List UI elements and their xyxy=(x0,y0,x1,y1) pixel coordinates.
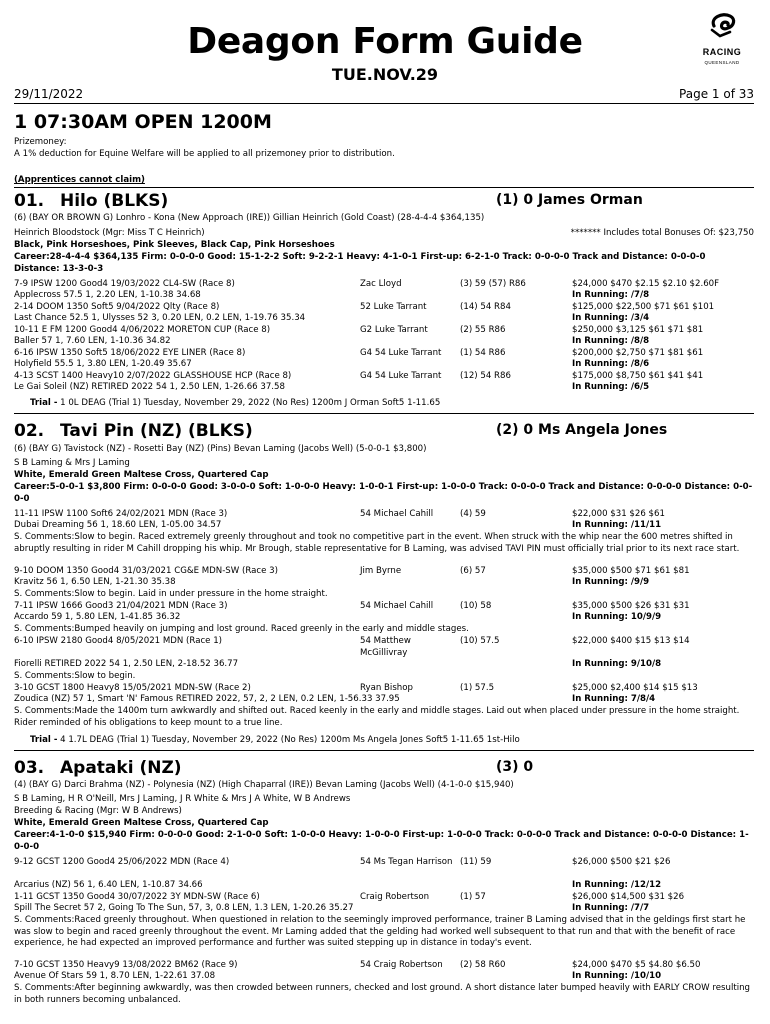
horse-career: Career:4-1-0-0 $15,940 Firm: 0-0-0-0 Good: 2-1-0-0 Soft: 1-0-0-0 Heavy: 1-0-0-0 First-up: 1-0-0-0 Track: 0-0-0-0 Track and Distance: 0-0-0-0 Distance: 1-0-0-0 xyxy=(14,830,749,852)
run-barrier-weight: (11) 59 xyxy=(460,857,492,867)
run-winner-line: Spill The Secret 57 2, Going To The Sun, 57, 3, 0.8 LEN, 1.3 LEN, 1-20.26 35.27 xyxy=(14,903,354,913)
horse-owner: S B Laming & Mrs J Laming xyxy=(14,458,130,468)
run-stewards-comment: S. Comments:Slow to begin. Laid in under pressure in the home straight. xyxy=(14,589,328,599)
run-jockey: Craig Robertson xyxy=(360,892,430,902)
horse-career: Career:28-4-4-4 $364,135 Firm: 0-0-0-0 Good: 15-1-2-2 Soft: 9-2-2-1 Heavy: 4-1-0-1 First-up: 6-2-1-0 Track: 0-0-0-0 Track and Distance: 0-0-0-0 Distance: 13-3-0-3 xyxy=(14,252,706,274)
run-prizes-odds: $250,000 $3,125 $61 $71 $81 xyxy=(572,325,704,335)
run-in-running: In Running: /7/8 xyxy=(572,290,650,300)
run-prizes-odds: $26,000 $500 $21 $26 xyxy=(572,857,671,867)
horse-number: 01. xyxy=(14,191,45,211)
run-barrier-weight: (1) 57 xyxy=(460,892,486,902)
run-in-running: In Running: /6/5 xyxy=(572,382,650,392)
run-winner-line: Dubai Dreaming 56 1, 18.60 LEN, 1-05.00 34.57 xyxy=(14,520,222,530)
run-barrier-weight: (12) 54 R86 xyxy=(460,371,511,381)
run-jockey: G4 54 Luke Tarrant xyxy=(360,348,442,358)
run-winner-line: Holyfield 55.5 1, 3.80 LEN, 1-20.49 35.67 xyxy=(14,359,192,369)
run-barrier-weight: (1) 54 R86 xyxy=(460,348,506,358)
run-barrier-weight: (14) 54 R84 xyxy=(460,302,511,312)
run-result-line: 7-11 IPSW 1666 Good3 21/04/2021 MDN (Race 3) xyxy=(14,601,228,611)
trial-line xyxy=(30,398,440,410)
horse-colours: White, Emerald Green Maltese Cross, Quartered Cap xyxy=(14,470,269,480)
run-barrier-weight: (2) 58 R60 xyxy=(460,960,506,970)
horse-jockey: (3) 0 xyxy=(496,759,534,775)
run-prizes-odds: $35,000 $500 $26 $31 $31 xyxy=(572,601,690,611)
run-prizes-odds: $35,000 $500 $71 $61 $81 xyxy=(572,566,690,576)
run-result-line: 11-11 IPSW 1100 Soft6 24/02/2021 MDN (Race 3) xyxy=(14,509,228,519)
run-result-line: 4-13 SCST 1400 Heavy10 2/07/2022 GLASSHOUSE HCP (Race 8) xyxy=(14,371,292,381)
run-prizes-odds: $24,000 $470 $2.15 $2.10 $2.60F xyxy=(572,279,720,289)
run-jockey: Jim Byrne xyxy=(360,566,402,576)
run-jockey: 54 Matthew McGillivray xyxy=(360,636,411,658)
run-result-line: 9-10 DOOM 1350 Good4 31/03/2021 CG&E MDN-SW (Race 3) xyxy=(14,566,278,576)
trial-label: Trial - xyxy=(30,735,58,745)
horse-breeding: (4) (BAY G) Darci Brahma (NZ) - Polynesia (NZ) (High Chaparral (IRE)) Bevan Laming (Jacobs Well) (4-1-0-0 $15,940) xyxy=(14,780,514,790)
header-rule xyxy=(14,103,754,104)
run-jockey: Ryan Bishop xyxy=(360,683,413,693)
horse-name: Apataki (NZ) xyxy=(60,758,182,778)
race-rule xyxy=(14,187,754,188)
race-title: 1 07:30AM OPEN 1200M xyxy=(14,111,272,133)
run-stewards-comment: S. Comments:After beginning awkwardly, was then crowded between runners, checked and lost ground. A short distance later bumped heavily with EARLY CROW resulting in both runners becoming unbalanced. xyxy=(14,983,750,1005)
run-result-line: 2-14 DOOM 1350 Soft5 9/04/2022 Qlty (Race 8) xyxy=(14,302,220,312)
run-result-line: 10-11 E FM 1200 Good4 4/06/2022 MORETON CUP (Race 8) xyxy=(14,325,271,335)
run-jockey: 54 Ms Tegan Harrison xyxy=(360,857,453,867)
race-note: A 1% deduction for Equine Welfare will be applied to all prizemoney prior to distribution. xyxy=(14,149,395,159)
run-in-running: In Running: /12/12 xyxy=(572,880,662,890)
horse-name: Hilo (BLKS) xyxy=(60,191,169,211)
run-jockey: 54 Craig Robertson xyxy=(360,960,443,970)
horse-bonus: ******* Includes total Bonuses Of: $23,750 xyxy=(570,228,754,238)
run-jockey: G2 Luke Tarrant xyxy=(360,325,428,335)
horse-owner: Heinrich Bloodstock (Mgr: Miss T C Heinrich) xyxy=(14,228,205,238)
horse-jockey: (2) 0 Ms Angela Jones xyxy=(496,422,668,438)
run-prizes-odds: $22,000 $31 $26 $61 xyxy=(572,509,665,519)
run-jockey: 52 Luke Tarrant xyxy=(360,302,427,312)
run-winner-line: Accardo 59 1, 5.80 LEN, 1-41.85 36.32 xyxy=(14,612,181,622)
prize-label: Prizemoney: xyxy=(14,137,67,147)
run-winner-line: Arcarius (NZ) 56 1, 6.40 LEN, 1-10.87 34.66 xyxy=(14,880,203,890)
run-in-running: In Running: /7/7 xyxy=(572,903,650,913)
run-result-line: 7-9 IPSW 1200 Good4 19/03/2022 CL4-SW (Race 8) xyxy=(14,279,235,289)
run-winner-line: Applecross 57.5 1, 2.20 LEN, 1-10.38 34.68 xyxy=(14,290,201,300)
guide-day: TUE.NOV.29 xyxy=(331,65,439,84)
run-in-running: In Running: 7/8/4 xyxy=(572,694,656,704)
horse-rule xyxy=(14,750,754,751)
guide-title: Deagon Form Guide xyxy=(187,21,583,62)
trial-label: Trial - xyxy=(30,398,58,408)
run-in-running: In Running: /10/10 xyxy=(572,971,662,981)
run-result-line: 1-11 GCST 1350 Good4 30/07/2022 3Y MDN-SW (Race 6) xyxy=(14,892,260,902)
run-in-running: In Running: 9/10/8 xyxy=(572,659,662,669)
run-prizes-odds: $200,000 $2,750 $71 $81 $61 xyxy=(572,348,704,358)
svg-text:RACING: RACING xyxy=(702,47,742,57)
svg-text:QUEENSLAND: QUEENSLAND xyxy=(704,60,740,65)
run-winner-line: Zoudica (NZ) 57 1, Smart 'N' Famous RETIRED 2022, 57, 2, 2 LEN, 0.2 LEN, 1-56.33 37.95 xyxy=(14,694,400,704)
horse-number: 03. xyxy=(14,758,45,778)
apprentices-note: (Apprentices cannot claim) xyxy=(14,175,145,185)
run-barrier-weight: (2) 55 R86 xyxy=(460,325,506,335)
run-prizes-odds: $125,000 $22,500 $71 $61 $101 xyxy=(572,302,715,312)
horse-owner: S B Laming, H R O'Neill, Mrs J Laming, J R White & Mrs J A White, W B Andrews xyxy=(14,794,351,804)
horse-career: Career:5-0-0-1 $3,800 Firm: 0-0-0-0 Good: 3-0-0-0 Soft: 1-0-0-0 Heavy: 1-0-0-1 First-up: 1-0-0-0 Track: 0-0-0-0 Track and Distance: 0-0-0-0 Distance: 0-0-0-0 xyxy=(14,482,753,504)
run-winner-line: Kravitz 56 1, 6.50 LEN, 1-21.30 35.38 xyxy=(14,577,176,587)
run-in-running: In Running: /9/9 xyxy=(572,577,650,587)
horse-breeding: (6) (BAY OR BROWN G) Lonhro - Kona (New Approach (IRE)) Gillian Heinrich (Gold Coast) (28-4-4-4 $364,135) xyxy=(14,213,485,223)
horse-colours: Black, Pink Horseshoes, Pink Sleeves, Black Cap, Pink Horseshoes xyxy=(14,240,335,250)
run-result-line: 6-16 IPSW 1350 Soft5 18/06/2022 EYE LINER (Race 8) xyxy=(14,348,246,358)
run-prizes-odds: $25,000 $2,400 $14 $15 $13 xyxy=(572,683,698,693)
run-jockey: G4 54 Luke Tarrant xyxy=(360,371,442,381)
horse-breeding: (6) (BAY G) Tavistock (NZ) - Rosetti Bay (NZ) (Pins) Bevan Laming (Jacobs Well) (5-0-0-1 $3,800) xyxy=(14,444,427,454)
page-indicator: Page 1 of 33 xyxy=(679,87,754,101)
run-stewards-comment: S. Comments:Raced greenly throughout. When questioned in relation to the seemingly improved performance, trainer B Laming advised that in the geldings first start he was slow to begin and raced greenly throughout the event. Mr Laming added that the gelding had worked well subsequent to that run and that with the benefit of race experience, he had expected an improved performance and further was suited stepping up in distance in today's event. xyxy=(14,915,746,948)
guide-date: 29/11/2022 xyxy=(14,87,84,101)
run-result-line: 3-10 GCST 1800 Heavy8 15/05/2021 MDN-SW (Race 2) xyxy=(14,683,251,693)
run-result-line: 7-10 GCST 1350 Heavy9 13/08/2022 BM62 (Race 9) xyxy=(14,960,238,970)
racing-queensland-logo xyxy=(690,10,754,68)
run-barrier-weight: (10) 58 xyxy=(460,601,492,611)
horse-owner-2: Breeding & Racing (Mgr: W B Andrews) xyxy=(14,806,182,816)
run-in-running: In Running: /3/4 xyxy=(572,313,650,323)
run-barrier-weight: (3) 59 (57) R86 xyxy=(460,279,526,289)
run-result-line: 9-12 GCST 1200 Good4 25/06/2022 MDN (Race 4) xyxy=(14,857,230,867)
run-winner-line: Last Chance 52.5 1, Ulysses 52 3, 0.20 LEN, 0.2 LEN, 1-19.76 35.34 xyxy=(14,313,306,323)
run-in-running: In Running: /8/6 xyxy=(572,359,650,369)
run-in-running: In Running: /11/11 xyxy=(572,520,662,530)
run-jockey: Zac Lloyd xyxy=(360,279,402,289)
run-jockey: 54 Michael Cahill xyxy=(360,601,434,611)
run-prizes-odds: $26,000 $14,500 $31 $26 xyxy=(572,892,685,902)
run-in-running: In Running: 10/9/9 xyxy=(572,612,662,622)
horse-number: 02. xyxy=(14,421,45,441)
run-prizes-odds: $24,000 $470 $5 $4.80 $6.50 xyxy=(572,960,701,970)
trial-text: 1 0L DEAG (Trial 1) Tuesday, November 29, 2022 (No Res) 1200m J Orman Soft5 1-11.65 xyxy=(60,398,441,408)
run-result-line: 6-10 IPSW 2180 Good4 8/05/2021 MDN (Race 1) xyxy=(14,636,223,646)
run-winner-line: Avenue Of Stars 59 1, 8.70 LEN, 1-22.61 37.08 xyxy=(14,971,216,981)
run-stewards-comment: S. Comments:Bumped heavily on jumping and lost ground. Raced greenly in the early and middle stages. xyxy=(14,624,469,634)
run-barrier-weight: (6) 57 xyxy=(460,566,486,576)
run-prizes-odds: $22,000 $400 $15 $13 $14 xyxy=(572,636,690,646)
run-winner-line: Le Gai Soleil (NZ) RETIRED 2022 54 1, 2.50 LEN, 1-26.66 37.58 xyxy=(14,382,285,392)
horse-jockey: (1) 0 James Orman xyxy=(496,192,643,208)
run-barrier-weight: (1) 57.5 xyxy=(460,683,495,693)
horse-rule xyxy=(14,413,754,414)
run-stewards-comment: S. Comments:Slow to begin. Raced extremely greenly throughout and took no competitive part in the event. When struck with the whip near the 600 metres shifted in abruptly resulting in rider M Cahill dropping his whip. Mr Brough, stable representative for B Laming, was advised TAVI PIN must officially trial prior to its next race start. xyxy=(14,532,740,554)
trial-text: 4 1.7L DEAG (Trial 1) Tuesday, November 29, 2022 (No Res) 1200m Ms Angela Jones Soft5 1-11.65 1st-Hilo xyxy=(60,735,520,745)
horse-name: Tavi Pin (NZ) (BLKS) xyxy=(60,421,253,441)
run-prizes-odds: $175,000 $8,750 $61 $41 $41 xyxy=(572,371,704,381)
run-in-running: In Running: /8/8 xyxy=(572,336,650,346)
trial-line xyxy=(30,735,520,747)
run-barrier-weight: (10) 57.5 xyxy=(460,636,500,646)
horse-colours: White, Emerald Green Maltese Cross, Quartered Cap xyxy=(14,818,269,828)
run-stewards-comment: S. Comments:Made the 1400m turn awkwardly and shifted out. Raced keenly in the early and middle stages. Laid out when placed under pressure in the home straight. Rider reminded of his obligations to keep mount to a true line. xyxy=(14,706,740,728)
run-winner-line: Baller 57 1, 7.60 LEN, 1-10.36 34.82 xyxy=(14,336,171,346)
run-jockey: 54 Michael Cahill xyxy=(360,509,434,519)
run-stewards-comment: S. Comments:Slow to begin. xyxy=(14,671,136,681)
run-barrier-weight: (4) 59 xyxy=(460,509,486,519)
run-winner-line: Fiorelli RETIRED 2022 54 1, 2.50 LEN, 2-18.52 36.77 xyxy=(14,659,239,669)
